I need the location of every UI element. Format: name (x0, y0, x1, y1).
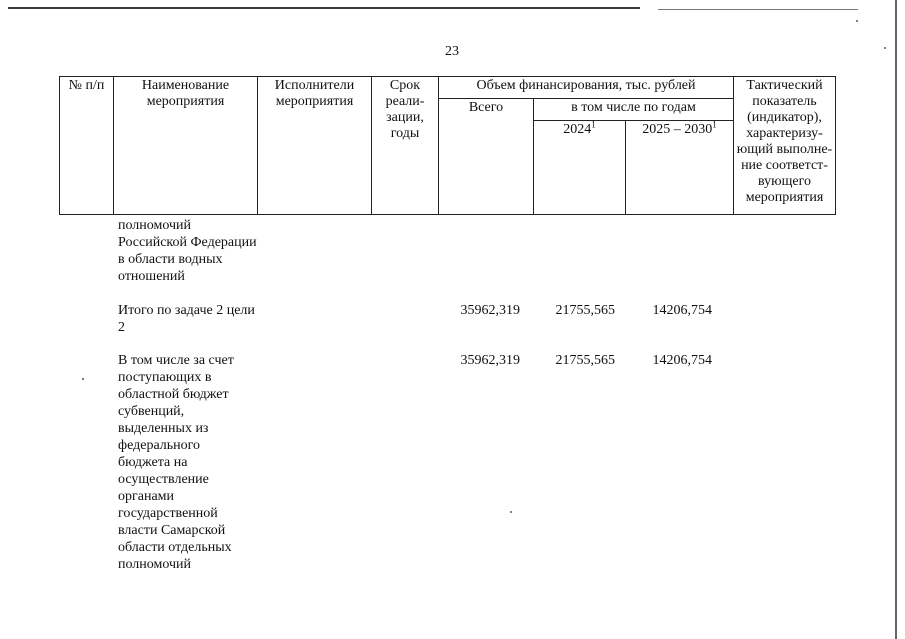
continuation-text: полномочий Российской Федерации в области водных отношений (118, 218, 257, 284)
header-total: Всего (439, 99, 534, 215)
total-task-2025-2030: 14206,754 (652, 303, 712, 318)
total-task-2024: 21755,565 (555, 303, 615, 318)
header-year-2025-2030: 2025 – 2030$^1$ (626, 121, 734, 215)
funding-table-header (59, 76, 836, 215)
scan-border-top-right (658, 9, 858, 10)
header-funding: Объем финансирования, тыс. рублей (439, 77, 734, 99)
page-number: 23 (445, 44, 459, 59)
header-by-years: в том числе по годам (534, 99, 734, 121)
including-2024: 21755,565 (555, 353, 615, 368)
including-2025-2030: 14206,754 (652, 353, 712, 368)
header-name: Наименование мероприятия (114, 77, 258, 215)
scan-speck (510, 511, 512, 513)
including-total: 35962,319 (460, 353, 520, 368)
scan-border-top (8, 7, 640, 9)
scan-speck (82, 378, 84, 380)
header-period: Срок реали-зации, годы (372, 77, 439, 215)
header-num: № п/п (60, 77, 114, 215)
header-executors: Исполнители мероприятия (258, 77, 372, 215)
including-label: В том числе за счет поступающих в областной бюджет субвенций, выделенных из федерального бюджета на осуществление органами государственной власти Самарской области отдельных полномочий (118, 353, 234, 572)
scan-speck (856, 20, 858, 22)
scan-speck (884, 47, 886, 49)
header-year-2024: 2024$^1$ (534, 121, 626, 215)
header-indicator: Тактический показатель (индикатор), характеризу-ющий выполне-ние соответст-вующего мероприятия (734, 77, 836, 215)
total-task-total: 35962,319 (460, 303, 520, 318)
scan-border-right (895, 0, 897, 639)
total-task-label: Итого по задаче 2 цели 2 (118, 303, 255, 335)
